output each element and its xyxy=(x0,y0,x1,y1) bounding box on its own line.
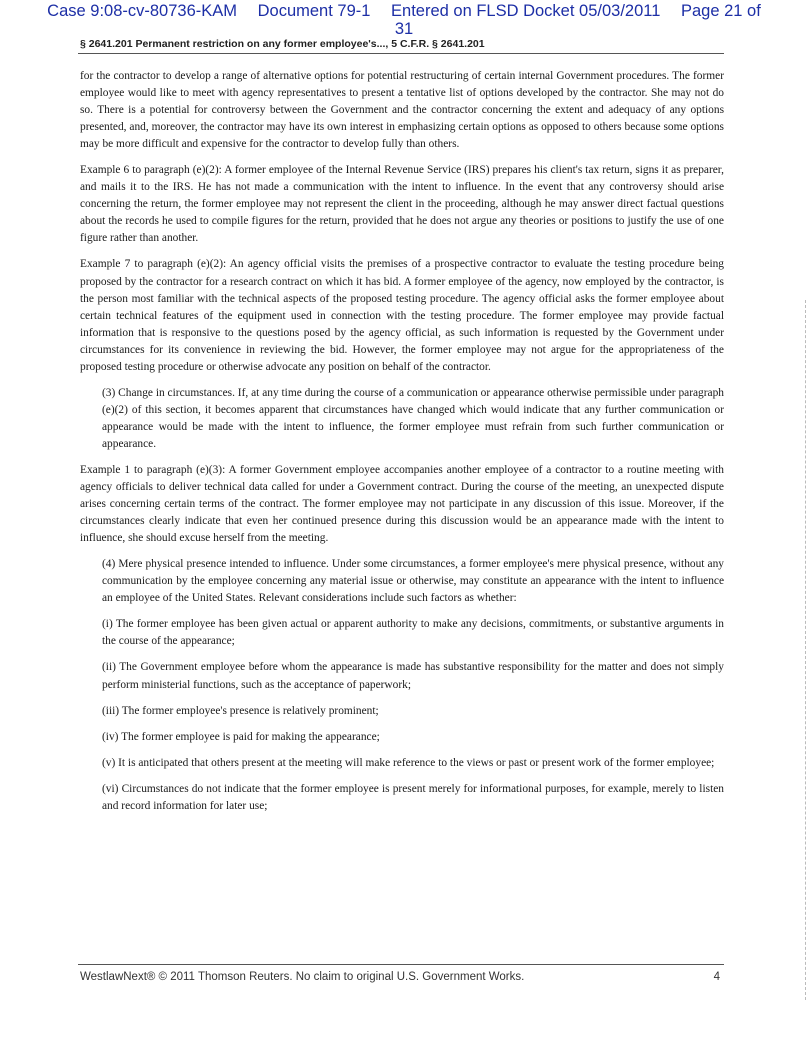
footer-page-number: 4 xyxy=(713,971,720,983)
paragraph-change-in-circumstances: (3) Change in circumstances. If, at any time during the course of a communication or appearance otherwise permissible under paragraph (e)(2) of this section, it becomes apparent that circumstances have changed which would indicate that any further communication or appearance would be made with the intent to influence, the former employee must refrain from such further communication or appearance. xyxy=(102,386,724,450)
paragraph-example-1-e3: Example 1 to paragraph (e)(3): A former Government employee accompanies another employee of a contractor to a routine meeting with agency officials to deliver technical data called for under a Government contract. During the course of the meeting, an unexpected dispute arises concerning certain terms of the contract. The former employee may not participate in any discussion of this issue. Moreover, if the circumstances clearly indicate that even her continued presence during this discussion would be an appearance made with the intent to influence, she should excuse herself from the meeting. xyxy=(80,463,724,545)
list-item: (iv) The former employee is paid for making the appearance; xyxy=(102,730,380,743)
docket-stamp xyxy=(0,2,808,38)
section-header-title: § 2641.201 Permanent restriction on any former employee's..., 5 C.F.R. § 2641.201 xyxy=(80,38,485,50)
page-footer xyxy=(80,971,724,983)
list-item: (ii) The Government employee before whom the appearance is made has substantive responsibility for the matter and does not simply perform ministerial functions, such as the acceptance of paperwork; xyxy=(102,661,724,691)
list-item: (vi) Circumstances do not indicate that the former employee is present merely for informational purposes, for example, merely to listen and record information for later use; xyxy=(102,782,724,812)
footer-copyright: WestlawNext® © 2011 Thomson Reuters. No claim to original U.S. Government Works. xyxy=(80,971,525,983)
footer-rule xyxy=(78,964,724,965)
paragraph-mere-physical-presence: (4) Mere physical presence intended to influence. Under some circumstances, a former employee's mere physical presence, without any communication by the employee concerning any material issue or otherwise, may constitute an appearance with the intent to influence an employee of the United States. Relevant considerations include such factors as whether: xyxy=(102,558,724,605)
paragraph-continuation: for the contractor to develop a range of alternative options for potential restructuring of certain internal Government procedures. The former employee would like to meet with agency representatives to present a tentative list of options developed by the contractor. She may not do so. There is a potential for controversy between the Government and the contractor concerning the extent and adequacy of any options presented, and, moreover, the contractor may have its own interest in emphasizing certain options as opposed to others because some options may be more difficult and expensive for the contractor to develop fully than others. xyxy=(80,70,724,151)
list-item: (v) It is anticipated that others present at the meeting will make reference to the views or past or present work of the former employee; xyxy=(102,756,715,769)
header-rule xyxy=(78,53,724,54)
stamp-page: Page 21 of xyxy=(680,2,761,20)
stamp-entered: Entered on FLSD Docket 05/03/2011 xyxy=(391,2,661,20)
list-item: (i) The former employee has been given actual or apparent authority to make any decisions, commitments, or substantive arguments in the course of the appearance; xyxy=(102,618,724,648)
stamp-page-total: 31 xyxy=(394,20,414,38)
paragraph-example-7: Example 7 to paragraph (e)(2): An agency official visits the premises of a prospective contractor to evaluate the testing procedure being proposed by the contractor for a research contract on which it has bid. A former employee of the agency, now employed by the contractor, is the person most familiar with the technical aspects of the proposed testing procedure. The agency official asks the former employee about certain technical features of the equipment used in connection with the testing procedure. The former employee may provide factual information that is responsive to the questions posed by the agency official, as such information is requested by the Government under circumstances for its convenience in reviewing the bid. However, the former employee may not argue for the appropriateness of the proposed testing procedure or otherwise advocate any position on behalf of the contractor. xyxy=(80,258,724,373)
list-item: (iii) The former employee's presence is relatively prominent; xyxy=(102,704,379,717)
document-body xyxy=(80,68,724,824)
stamp-case: Case 9:08-cv-80736-KAM xyxy=(47,2,238,20)
paragraph-example-6: Example 6 to paragraph (e)(2): A former employee of the Internal Revenue Service (IRS) prepares his client's tax return, signs it as preparer, and mails it to the IRS. He has not made a communication with the intent to influence. In the event that any controversy should arise concerning the return, the former employee may not represent the client in the proceeding, although he may answer direct factual questions about the records he used to compile figures for the return, provided that he does not argue any theories or positions to justify the use of one figure rather than another. xyxy=(80,164,724,245)
stamp-document: Document 79-1 xyxy=(257,2,371,20)
